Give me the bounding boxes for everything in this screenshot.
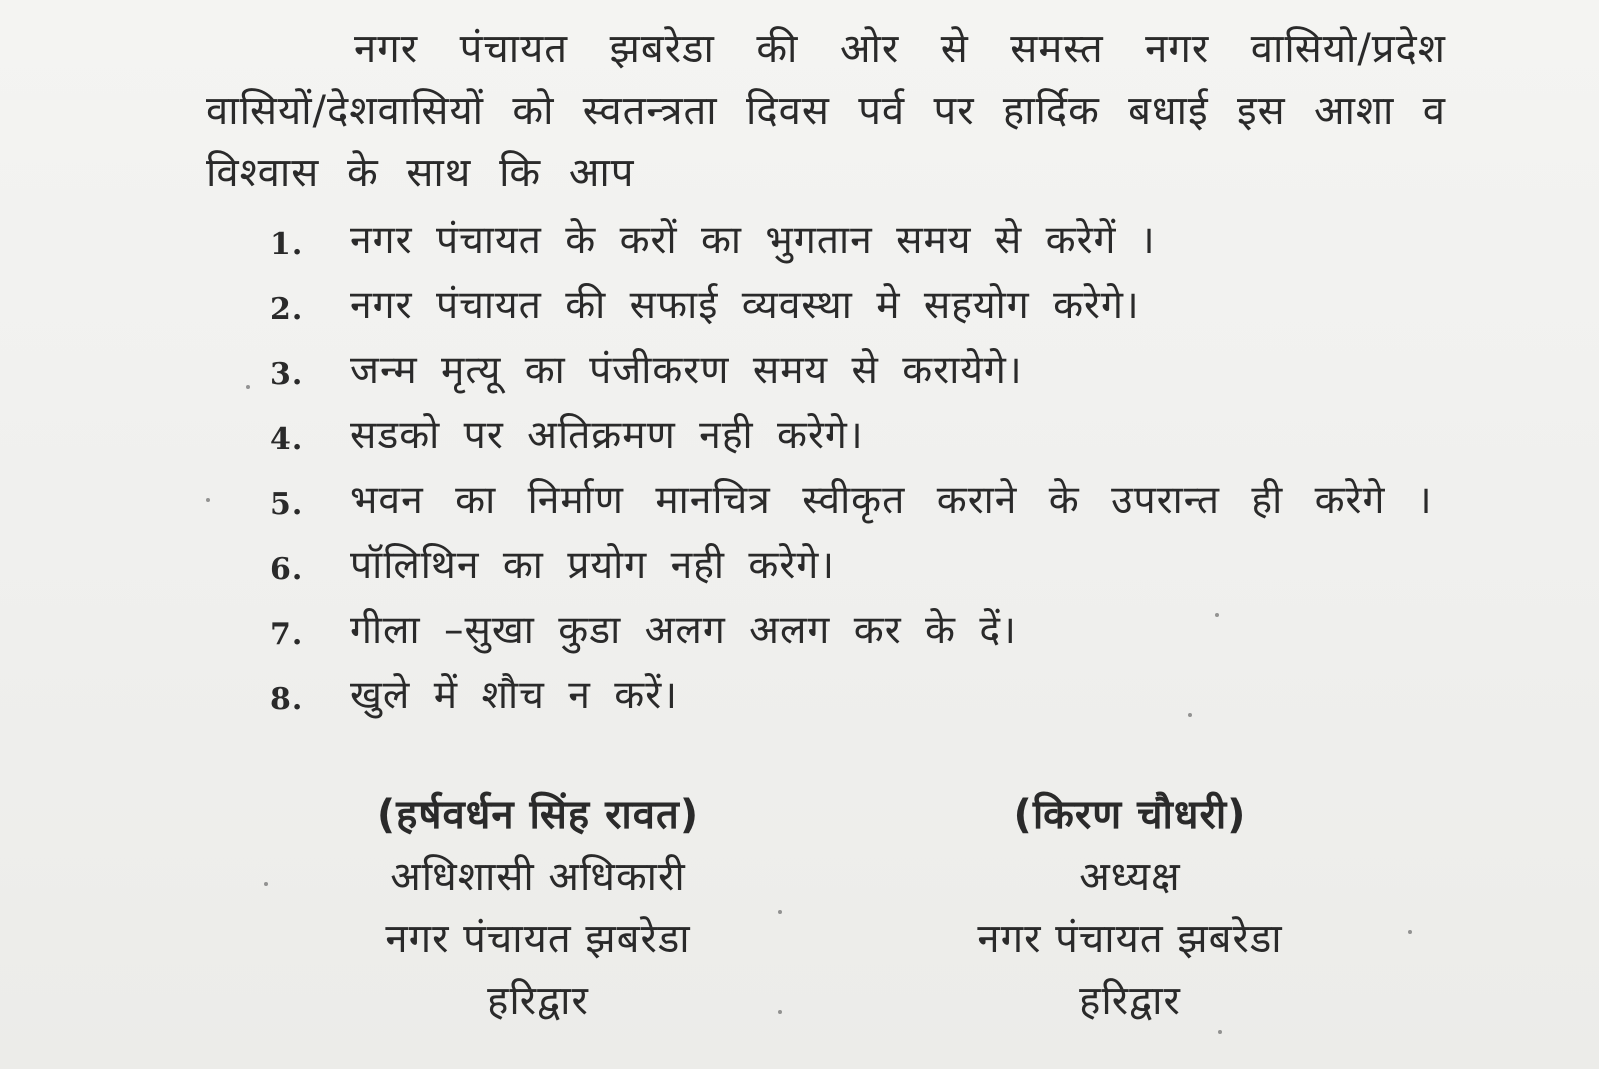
list-item — [270, 405, 1450, 470]
list-item-number: 5. — [270, 487, 304, 522]
photocopy-speck — [1188, 713, 1192, 717]
list-item-number: 1. — [270, 227, 304, 262]
signatory-place: हरिद्वार — [1079, 978, 1181, 1024]
list-item-number: 8. — [270, 682, 304, 717]
pledge-list — [270, 210, 1450, 730]
photocopy-speck — [1218, 1030, 1222, 1034]
photocopy-speck — [1215, 613, 1219, 617]
signatory-executive-officer — [318, 784, 758, 1032]
list-item — [270, 600, 1450, 665]
list-item-number: 6. — [270, 552, 304, 587]
list-item-number: 4. — [270, 422, 304, 457]
photocopy-speck — [264, 882, 268, 886]
signatory-place: हरिद्वार — [487, 978, 589, 1024]
list-item — [270, 210, 1450, 275]
list-item — [270, 470, 1450, 535]
signatory-chairperson — [900, 784, 1360, 1032]
signatory-designation: अधिशासी अधिकारी — [390, 854, 686, 900]
signatory-office: नगर पंचायत झबरेडा — [385, 916, 691, 962]
list-item-text: पॉलिथिन का प्रयोग नही करेगे। — [350, 543, 836, 588]
list-item — [270, 665, 1450, 730]
list-item-text: सडको पर अतिक्रमण नही करेगे। — [350, 413, 864, 458]
photocopy-speck — [246, 385, 250, 389]
list-item-text: गीला –सुखा कुडा अलग अलग कर के दें। — [350, 608, 1017, 653]
list-item — [270, 275, 1450, 340]
photocopy-speck — [778, 1010, 782, 1014]
photocopy-speck — [206, 498, 210, 502]
photocopy-speck — [1408, 930, 1412, 934]
list-item-text: खुले में शौच न करें। — [350, 673, 678, 718]
signatory-name: (हर्षवर्धन सिंह रावत) — [376, 792, 700, 838]
list-item-number: 7. — [270, 617, 304, 652]
list-item-text: भवन का निर्माण मानचित्र स्वीकृत कराने के उपरान्त ही करेगे । — [350, 478, 1433, 523]
signatory-name: (किरण चौधरी) — [1013, 792, 1247, 838]
list-item-text: जन्म मृत्यू का पंजीकरण समय से करायेगे। — [350, 348, 1023, 393]
list-item — [270, 340, 1450, 405]
list-item-number: 2. — [270, 292, 304, 327]
list-item-text: नगर पंचायत के करों का भुगतान समय से करेगें । — [350, 218, 1156, 263]
list-item — [270, 535, 1450, 600]
list-item-text: नगर पंचायत की सफाई व्यवस्था मे सहयोग करेगे। — [350, 283, 1140, 328]
signatory-designation: अध्यक्ष — [1079, 854, 1181, 900]
intro-paragraph: नगर पंचायत झबरेडा की ओर से समस्त नगर वासियो/प्रदेश वासियों/देशवासियों को स्वतन्त्रता दिवस पर्व पर हार्दिक बधाई इस आशा व विश्वास के साथ कि आप — [206, 26, 1446, 196]
signatory-office: नगर पंचायत झबरेडा — [977, 916, 1283, 962]
photocopy-speck — [778, 910, 782, 914]
list-item-number: 3. — [270, 357, 304, 392]
